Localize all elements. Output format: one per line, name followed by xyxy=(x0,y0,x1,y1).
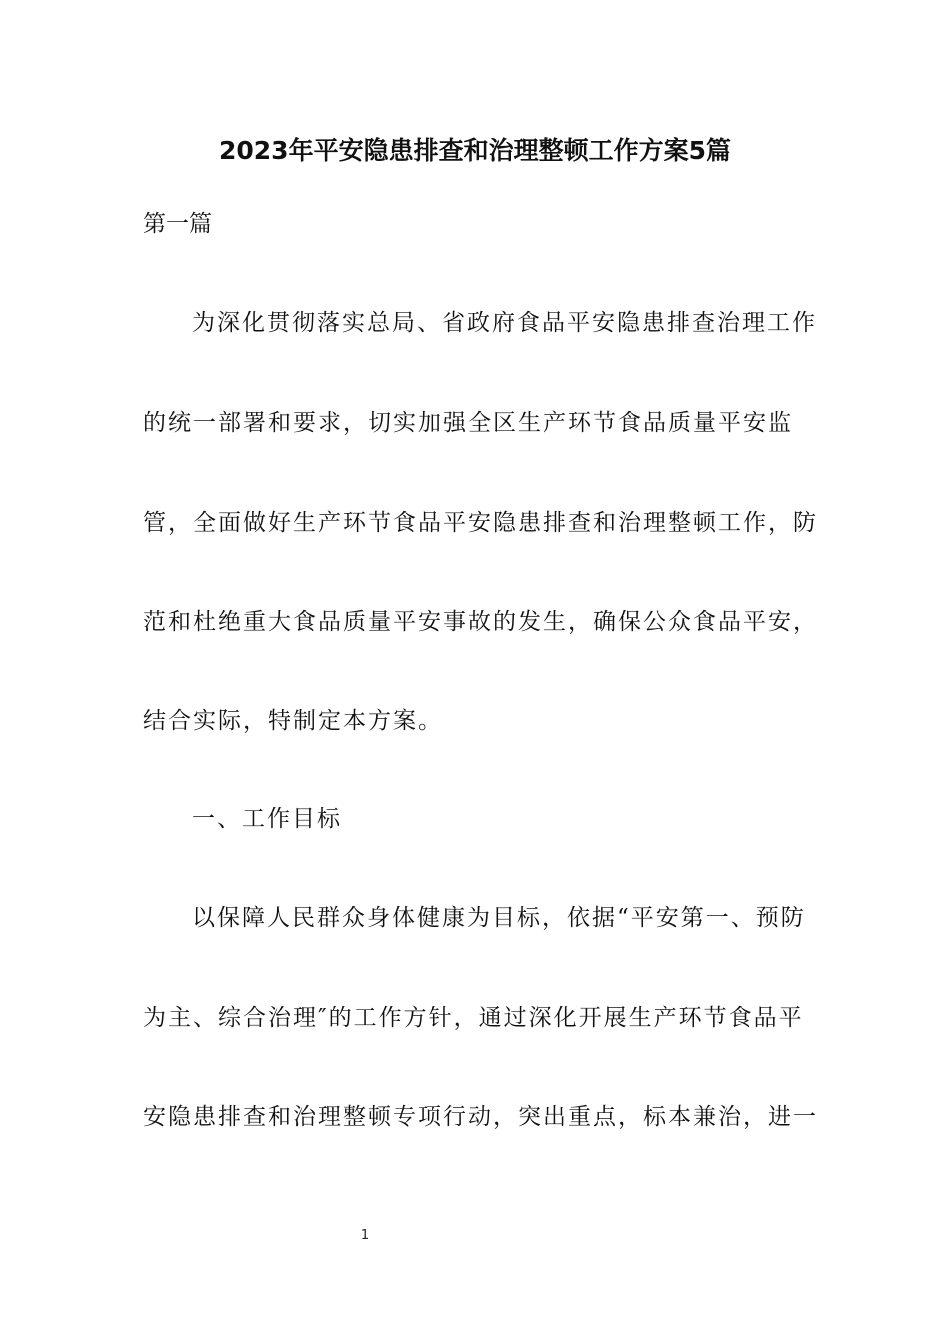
section-heading: 一、工作目标 xyxy=(192,806,342,832)
paragraph-line: 结合实际，特制定本方案。 xyxy=(143,708,443,734)
paragraph-line: 范和杜绝重大食品质量平安事故的发生，确保公众食品平安， xyxy=(143,609,818,635)
paragraph-line: 为深化贯彻落实总局、省政府食品平安隐患排查治理工作 xyxy=(192,310,817,336)
paragraph-line: 的统一部署和要求，切实加强全区生产环节食品质量平安监 xyxy=(143,410,793,436)
paragraph-line: 管，全面做好生产环节食品平安隐患排查和治理整顿工作，防 xyxy=(143,510,818,536)
document-title: 2023年平安隐患排查和治理整顿工作方案5篇 xyxy=(219,136,731,165)
paragraph-line: 安隐患排查和治理整顿专项行动，突出重点，标本兼治，进一 xyxy=(143,1104,818,1130)
paragraph-line: 以保障人民群众身体健康为目标，依据“平安第一、预防 xyxy=(192,905,806,931)
paragraph-line: 为主、综合治理″的工作方针，通过深化开展生产环节食品平 xyxy=(143,1005,804,1031)
page-number: 1 xyxy=(360,1228,370,1243)
section-label: 第一篇 xyxy=(143,211,212,237)
